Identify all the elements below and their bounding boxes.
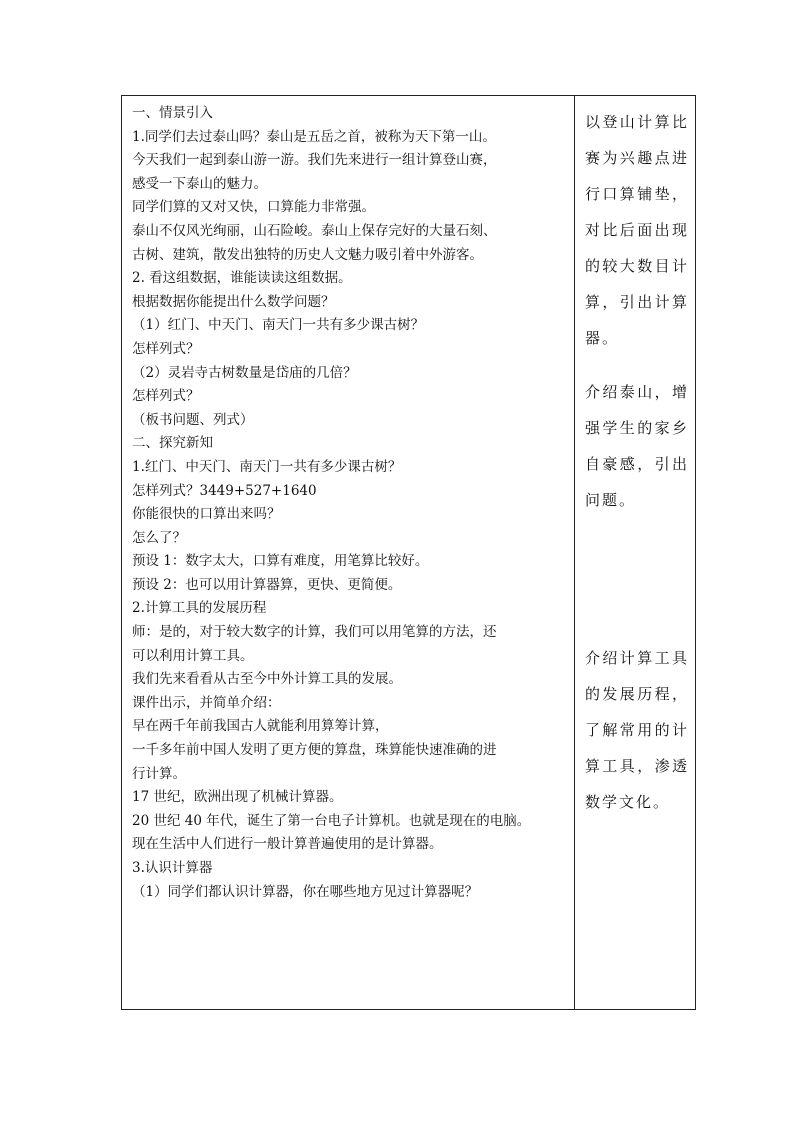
design-note-3: 介绍计算工具的发展历程，了解常用的计算工具，渗透数学文化。 [585,649,689,811]
text-line: 我们先来看看从古至今中外计算工具的发展。 [132,671,402,688]
text-line: 今天我们一起到泰山游一游。我们先来进行一组计算登山赛， [132,152,497,169]
text-line: 怎么了？ [132,529,186,546]
text-line: 同学们算的又对又快，口算能力非常强。 [132,199,375,216]
text-line: 预设 2：也可以用计算器算，更快、更简便。 [132,576,402,593]
text-line: 早在两千年前我国古人就能利用算筹计算， [132,718,389,735]
text-line: （2）灵岩寺古树数量是岱庙的几倍？ [132,364,357,381]
text-line: 二、探究新知 [132,435,213,452]
text-line: 怎样列式？ [132,340,200,357]
text-line: 17 世纪，欧洲出现了机械计算器。 [132,789,343,806]
text-line: 可以利用计算工具。 [132,647,254,664]
text-line: （1）同学们都认识计算器，你在哪些地方见过计算器呢？ [132,883,479,900]
text-line: 泰山不仅风光绚丽，山石险峻。泰山上保存完好的大量石刻、 [132,222,497,239]
text-line: 1.红门、中天门、南天门一共有多少课古树？ [132,458,402,475]
teaching-process-column [122,96,575,1009]
text-line: 一千多年前中国人发明了更方便的算盘，珠算能快速准确的进 [132,742,497,759]
design-note-1: 以登山计算比赛为兴趣点进行口算铺垫，对比后面出现的较大数目计算，引出计算器。 [585,113,689,347]
text-line: 你能很快的口算出来吗？ [132,506,281,523]
text-line: 2. 看这组数据，谁能读读这组数据。 [132,270,352,287]
text-line: 预设 1：数字太大，口算有难度，用笔算比较好。 [132,553,429,570]
text-line: 3.认识计算器 [132,860,213,876]
text-line: 20 世纪 40 年代，诞生了第一台电子计算机。也就是现在的电脑。 [132,812,531,829]
text-line: 怎样列式？ [132,388,200,405]
text-line: 课件出示，并简单介绍： [132,694,281,711]
design-intent-column [575,96,695,1009]
lesson-plan-table [121,95,696,1010]
text-line: 2.计算工具的发展历程 [132,600,267,617]
text-line: 一、情景引入 [132,105,213,121]
text-line: （1）红门、中天门、南天门一共有多少课古树？ [132,317,425,334]
text-line: 古树、建筑，散发出独特的历史人文魅力吸引着中外游客。 [132,246,483,263]
text-line: 现在生活中人们进行一般计算普遍使用的是计算器。 [132,836,443,853]
text-line: （板书问题、列式） [132,411,254,428]
design-note-2: 介绍泰山，增强学生的家乡自豪感，引出问题。 [585,383,689,509]
text-line: 根据数据你能提出什么数学问题？ [132,293,335,310]
text-line: 感受一下泰山的魅力。 [132,175,267,192]
text-line: 行计算。 [132,765,186,782]
text-line: 1.同学们去过泰山吗？泰山是五岳之首，被称为天下第一山。 [132,128,496,145]
text-line: 怎样列式？3449+527+1640 [132,482,317,499]
text-line: 师：是的，对于较大数字的计算，我们可以用笔算的方法，还 [132,624,497,641]
